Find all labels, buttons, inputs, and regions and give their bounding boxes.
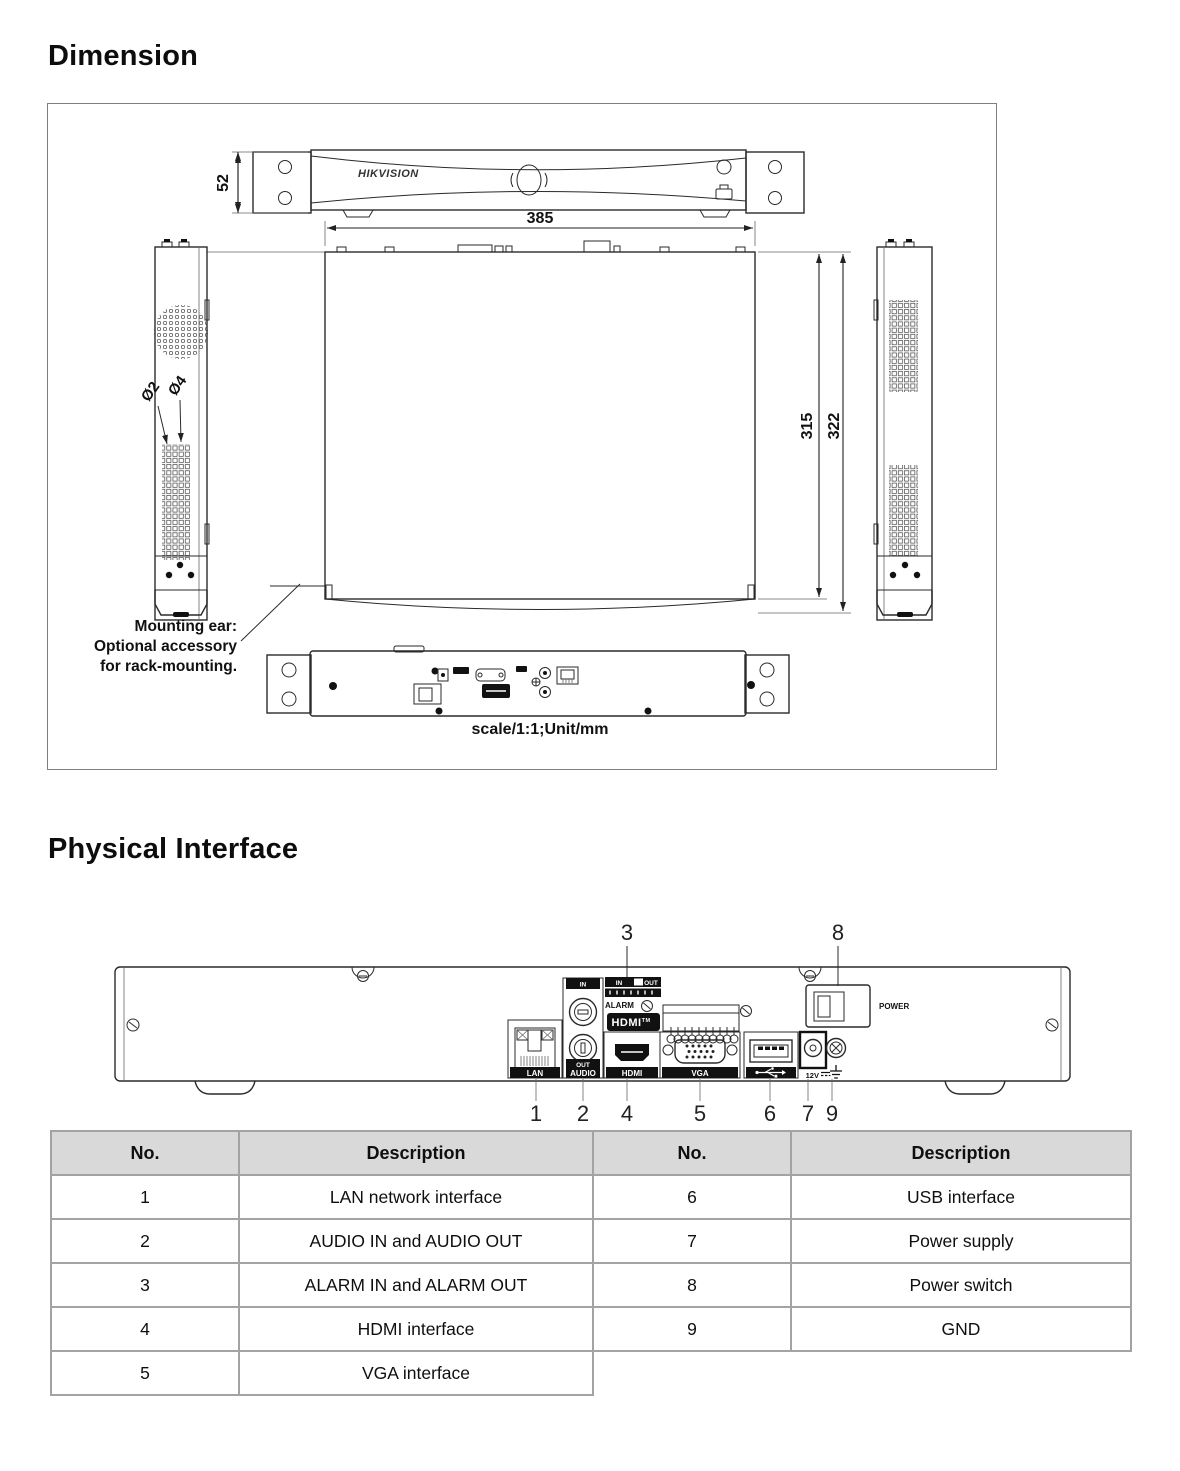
- callout-3: 3: [620, 920, 634, 945]
- table-cell: VGA interface: [239, 1351, 593, 1395]
- table-cell: AUDIO IN and AUDIO OUT: [239, 1219, 593, 1263]
- callout-8: 8: [831, 920, 845, 945]
- table-row: [51, 1175, 1131, 1219]
- power-label: POWER: [879, 1002, 910, 1011]
- table-cell-empty: [593, 1351, 791, 1395]
- mounting-ear-note: [94, 584, 300, 675]
- foot-right: [945, 1081, 1005, 1094]
- table-cell: Power supply: [791, 1219, 1131, 1263]
- table-header-description-1: Description: [239, 1131, 593, 1175]
- audio-label: AUDIO: [570, 1069, 596, 1078]
- dc-symbol-icon: [821, 1073, 830, 1076]
- audio-in-label: IN: [579, 981, 587, 989]
- table-header-row: [51, 1131, 1131, 1175]
- callout-7: 7: [801, 1101, 815, 1126]
- table-cell: 1: [51, 1175, 239, 1219]
- callouts-bottom: [530, 1079, 838, 1126]
- brand-logo: HIKVISION: [358, 168, 419, 180]
- left-side-view: [138, 239, 209, 620]
- fan-grille: [154, 305, 208, 359]
- dimension-section-title: Dimension: [48, 40, 199, 72]
- table-cell: ALARM IN and ALARM OUT: [239, 1263, 593, 1307]
- alarm-block: [605, 977, 752, 1043]
- callout-6: 6: [763, 1101, 777, 1126]
- power-switch: [806, 985, 909, 1027]
- table-cell: 3: [51, 1263, 239, 1307]
- table-row: [51, 1351, 1131, 1395]
- hdmi-tm-label: TM: [641, 1018, 651, 1024]
- dim-depths: [799, 254, 843, 611]
- physical-interface-section-title: Physical Interface: [48, 833, 299, 865]
- table-cell: Power switch: [791, 1263, 1131, 1307]
- front-view: [253, 150, 804, 217]
- hdmi-label: HDMI: [621, 1069, 643, 1078]
- table-cell: 6: [593, 1175, 791, 1219]
- dim-depth-outer-label: 322: [826, 412, 843, 440]
- top-view: [207, 241, 851, 613]
- table-header-no-1: No.: [51, 1131, 239, 1175]
- table-cell: 5: [51, 1351, 239, 1395]
- note-line-3: for rack-mounting.: [100, 658, 237, 675]
- dim-width-label: 385: [526, 210, 554, 227]
- audio-in-jack: [570, 999, 597, 1026]
- table-cell: 9: [593, 1307, 791, 1351]
- lan-port: [508, 1020, 562, 1078]
- alarm-in-label: IN: [615, 980, 623, 987]
- vga-label: VGA: [691, 1069, 709, 1078]
- alarm-terminal-block: [663, 1005, 739, 1031]
- audio-ports: [563, 978, 603, 1078]
- interface-description-table: [50, 1130, 1132, 1396]
- callout-2: 2: [576, 1101, 590, 1126]
- callout-5: 5: [693, 1101, 707, 1126]
- hole-small-label: Ø2: [137, 378, 164, 405]
- foot-left: [195, 1081, 255, 1094]
- usb-icon: [716, 185, 732, 199]
- usb-port: [744, 1032, 798, 1078]
- callout-4: 4: [620, 1101, 634, 1126]
- dim-height-label: 52: [215, 174, 232, 192]
- front-led-icon: [717, 160, 731, 174]
- table-row: [51, 1307, 1131, 1351]
- table-cell: 7: [593, 1219, 791, 1263]
- note-line-1: Mounting ear:: [134, 618, 237, 635]
- audio-out-jack: [570, 1035, 597, 1062]
- table-cell-empty: [791, 1351, 1131, 1395]
- table-header-no-2: No.: [593, 1131, 791, 1175]
- dim-depth-inner-label: 315: [799, 412, 816, 440]
- lan-label: LAN: [526, 1069, 544, 1078]
- right-side-view: [874, 239, 932, 620]
- dim-width: [325, 210, 755, 246]
- table-row: [51, 1263, 1131, 1307]
- table-cell: LAN network interface: [239, 1175, 593, 1219]
- note-line-2: Optional accessory: [93, 638, 237, 655]
- alarm-out-label: OUT: [644, 980, 658, 987]
- table-cell: 8: [593, 1263, 791, 1307]
- hole-large-label: Ø4: [164, 372, 191, 399]
- table-header-description-2: Description: [791, 1131, 1131, 1175]
- scale-note: scale/1:1;Unit/mm: [471, 721, 609, 738]
- callout-1: 1: [529, 1101, 543, 1126]
- twelve-v-label: 12V: [805, 1071, 819, 1080]
- table-cell: 4: [51, 1307, 239, 1351]
- alarm-label: ALARM: [605, 1001, 634, 1010]
- vent-grid: [889, 300, 918, 392]
- hdmi-logo-label: HDMI: [611, 1017, 642, 1029]
- callout-9: 9: [825, 1101, 839, 1126]
- dim-height: [215, 152, 308, 213]
- power-jack: [800, 1032, 830, 1080]
- vent-grid: [162, 444, 190, 560]
- table-row: [51, 1219, 1131, 1263]
- table-cell: USB interface: [791, 1175, 1131, 1219]
- hdmi-port: [604, 1032, 660, 1078]
- audio-out-label: OUT: [576, 1062, 590, 1069]
- rear-view-small: [267, 646, 789, 716]
- physical-interface-figure: [100, 918, 1080, 1130]
- table-cell: 2: [51, 1219, 239, 1263]
- table-cell: HDMI interface: [239, 1307, 593, 1351]
- dimension-figure: [47, 103, 997, 770]
- vent-grid: [889, 465, 918, 557]
- vga-port: [660, 1032, 740, 1078]
- table-cell: GND: [791, 1307, 1131, 1351]
- ground-icon: [830, 1065, 842, 1078]
